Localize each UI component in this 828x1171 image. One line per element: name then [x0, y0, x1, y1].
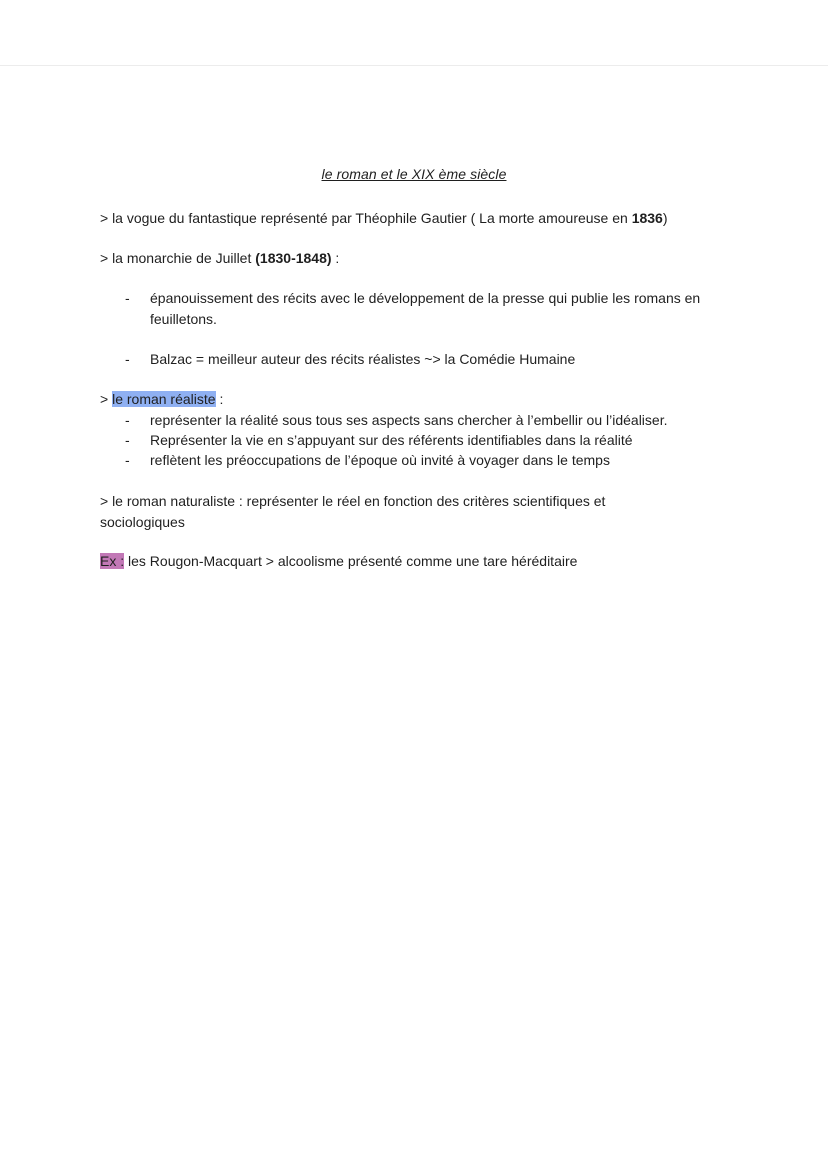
bullet-item: représenter la réalité sous tous ses aspects sans chercher à l’embellir ou l’idéaliser.: [150, 412, 668, 428]
document-title: le roman et le XIX ème siècle: [321, 166, 507, 182]
paragraph-realiste: [100, 389, 223, 409]
paragraph-vogue: [100, 208, 668, 228]
paragraph-naturaliste: > le roman naturaliste : représenter le réel en fonction des critères scientifiques et sociologiques: [100, 493, 606, 530]
bullet-item: épanouissement des récits avec le développement de la presse qui publie les romans en feuilletons.: [150, 290, 701, 327]
bullet-dash: -: [125, 432, 130, 448]
monarchie-text: > la monarchie de Juillet: [100, 250, 256, 266]
realiste-prefix: >: [100, 391, 113, 407]
monarchie-colon: :: [331, 250, 340, 266]
exemple-label: Ex :: [100, 553, 125, 569]
bullet-dash: -: [125, 412, 130, 428]
vogue-close: ): [662, 210, 668, 226]
paragraph-monarchie: [100, 248, 339, 268]
bullet-dash: -: [125, 452, 130, 468]
vogue-year: 1836: [631, 210, 663, 226]
bullet-dash: -: [125, 290, 130, 306]
bullet-item: Balzac = meilleur auteur des récits réalistes ~> la Comédie Humaine: [150, 351, 576, 367]
paragraph-exemple: [100, 551, 577, 571]
realiste-highlight: le roman réaliste: [112, 391, 216, 407]
vogue-text: > la vogue du fantastique représenté par Théophile Gautier ( La morte amoureuse en: [100, 210, 632, 226]
bullet-item: Représenter la vie en s’appuyant sur des référents identifiables dans la réalité: [150, 432, 633, 448]
bullet-dash: -: [125, 351, 130, 367]
realiste-colon: :: [215, 391, 224, 407]
monarchie-dates: (1830-1848): [255, 250, 332, 266]
exemple-text: les Rougon-Macquart > alcoolisme présenté comme une tare héréditaire: [124, 553, 578, 569]
bullet-item: reflètent les préoccupations de l’époque où invité à voyager dans le temps: [150, 452, 610, 468]
